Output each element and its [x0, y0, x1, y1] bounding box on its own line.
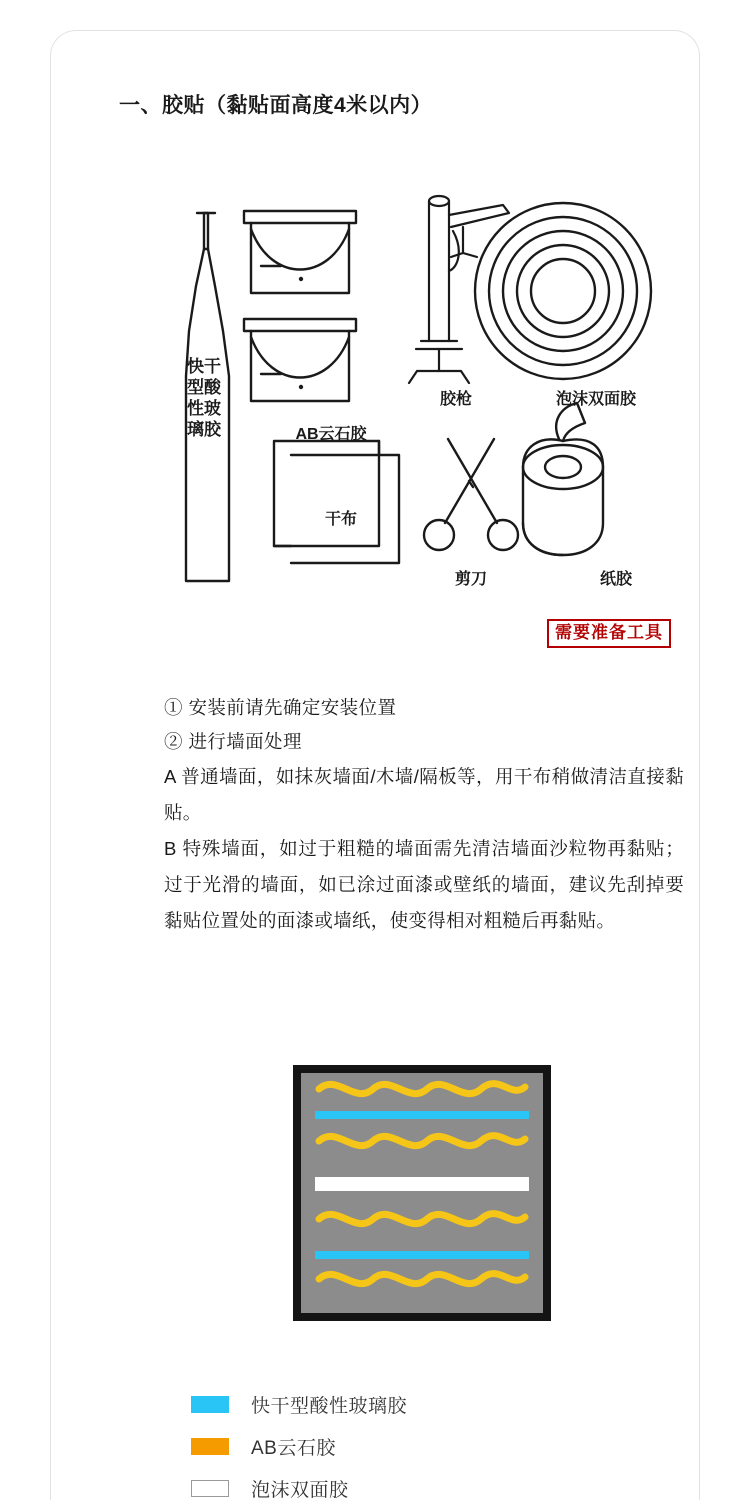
tool-label-scissors: 剪刀 [454, 571, 487, 588]
tool-label-foam-tape: 泡沫双面胶 [555, 391, 636, 408]
legend-swatch-foam-tape [191, 1480, 229, 1497]
step-1: ① 安装前请先确定安装位置 [164, 697, 397, 718]
legend-item-glue [191, 1383, 621, 1425]
legend-item-ab-glue [191, 1425, 621, 1467]
step-a: A 普通墙面，如抹灰墙面/木墙/隔板等，用干布稍做清洁直接黏贴。 [164, 766, 684, 823]
step-2: ② 进行墙面处理 [164, 731, 302, 752]
tools-required-badge: 需要准备工具 [547, 619, 671, 648]
tool-label-dry-cloth: 干布 [324, 511, 357, 528]
application-diagram-svg [293, 1065, 551, 1321]
legend-label-ab-glue: AB云石胶 [251, 1437, 336, 1459]
legend [191, 1383, 621, 1509]
page-card [50, 30, 700, 1500]
tool-label-ab-stone-glue: AB云石胶 [295, 426, 367, 443]
page-title: 一、胶贴（黏贴面高度4米以内） [119, 94, 433, 117]
legend-item-foam-tape [191, 1467, 621, 1509]
legend-swatch-ab-glue [191, 1438, 229, 1455]
step-b: B 特殊墙面，如过于粗糙的墙面需先清洁墙面沙粒物再黏贴；过于光滑的墙面，如已涂过面漆或壁纸的墙面，建议先刮掉要黏贴位置处的面漆或墙纸，使变得相对粗糙后再黏贴。 [164, 838, 684, 931]
legend-label-foam-tape: 泡沫双面胶 [251, 1479, 349, 1501]
instructions-block [164, 691, 684, 939]
tools-illustration [111, 171, 671, 611]
legend-label-glue: 快干型酸性玻璃胶 [251, 1395, 408, 1417]
application-diagram [293, 1065, 551, 1321]
legend-swatch-glue [191, 1396, 229, 1413]
tool-label-paper-tape: 纸胶 [599, 571, 632, 588]
tool-label-glue-gun: 胶枪 [439, 391, 472, 408]
tool-label-glue-tube: 快干型酸性玻璃胶 [187, 357, 221, 439]
